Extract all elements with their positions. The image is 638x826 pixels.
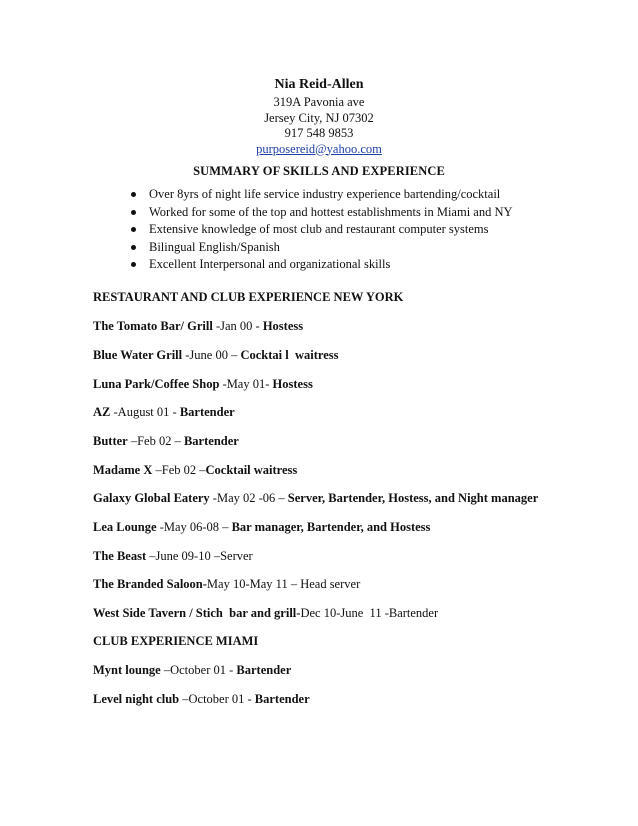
summary-item bbox=[131, 256, 513, 274]
job-role: Bartender bbox=[183, 434, 239, 448]
job-place: Madame X bbox=[93, 463, 153, 477]
job-dates: -August 01 - bbox=[110, 405, 180, 419]
job-role: Hostess bbox=[262, 319, 304, 333]
job-dates: –June 09-10 –Server bbox=[146, 549, 253, 563]
bullet-icon bbox=[131, 210, 136, 215]
job-dates: –October 01 - bbox=[160, 663, 237, 677]
bullet-icon bbox=[131, 262, 136, 267]
job-entry bbox=[93, 376, 313, 392]
job-entry bbox=[93, 433, 239, 449]
job-role: Cocktail waitress bbox=[205, 463, 298, 477]
job-dates: -May 02 -06 – bbox=[209, 491, 288, 505]
contact-header bbox=[0, 76, 638, 157]
job-place: The Beast bbox=[93, 549, 147, 563]
summary-item bbox=[131, 186, 513, 204]
address-line-2: Jersey City, NJ 07302 bbox=[264, 110, 374, 125]
bullet-icon bbox=[131, 192, 136, 197]
summary-item-text: Bilingual English/Spanish bbox=[149, 239, 280, 254]
summary-item bbox=[131, 239, 513, 257]
job-role: Bartender bbox=[179, 405, 235, 419]
summary-item bbox=[131, 221, 513, 239]
bullet-icon bbox=[131, 245, 136, 250]
summary-item bbox=[131, 204, 513, 222]
candidate-name: Nia Reid-Allen bbox=[274, 77, 364, 92]
job-entry bbox=[93, 519, 430, 535]
job-entry bbox=[93, 691, 310, 707]
job-dates: -June 00 – bbox=[182, 348, 241, 362]
miami-experience-heading: CLUB EXPERIENCE MIAMI bbox=[93, 634, 259, 648]
job-entry bbox=[93, 548, 253, 564]
job-dates: –Feb 02 – bbox=[152, 463, 206, 477]
job-place: Galaxy Global Eatery bbox=[93, 491, 210, 505]
address-line-1: 319A Pavonia ave bbox=[273, 95, 365, 109]
job-dates: Dec 10-June 11 -Bartender bbox=[300, 606, 439, 620]
job-role: Bar manager, Bartender, and Hostess bbox=[231, 520, 431, 534]
summary-item-text: Over 8yrs of night life service industry experience bartending/cocktail bbox=[149, 187, 501, 201]
job-role: Bartender bbox=[236, 663, 292, 677]
summary-item-text: Worked for some of the top and hottest establishments in Miami and NY bbox=[149, 204, 513, 219]
phone-number: 917 548 9853 bbox=[284, 126, 354, 140]
job-role: Cocktai l waitress bbox=[240, 348, 339, 362]
job-dates: –October 01 - bbox=[179, 692, 255, 706]
job-entry bbox=[93, 605, 438, 621]
job-role: Hostess bbox=[272, 377, 313, 391]
job-entry bbox=[93, 347, 338, 363]
job-dates: May 10-May 11 – Head server bbox=[206, 577, 361, 591]
job-place: Lea Lounge bbox=[93, 520, 157, 534]
job-place: Butter bbox=[93, 434, 128, 448]
job-place: The Tomato Bar/ Grill bbox=[93, 319, 213, 333]
job-place: Level night club bbox=[93, 692, 180, 706]
job-entry bbox=[93, 490, 538, 506]
job-dates: -May 01- bbox=[219, 377, 273, 391]
job-place: Blue Water Grill bbox=[93, 348, 183, 362]
bullet-icon bbox=[131, 227, 136, 232]
job-role: Bartender bbox=[254, 692, 310, 706]
summary-item-text: Excellent Interpersonal and organizational skills bbox=[149, 257, 391, 271]
job-dates: -Jan 00 - bbox=[212, 319, 263, 333]
job-role: Server, Bartender, Hostess, and Night manager bbox=[287, 491, 539, 505]
summary-heading: SUMMARY OF SKILLS AND EXPERIENCE bbox=[193, 164, 445, 178]
job-entry bbox=[93, 662, 291, 678]
summary-item-text: Extensive knowledge of most club and restaurant computer systems bbox=[149, 222, 489, 236]
summary-list bbox=[131, 186, 513, 274]
job-entry bbox=[93, 404, 235, 420]
job-place: Mynt lounge bbox=[93, 663, 161, 677]
job-place: West Side Tavern / Stich bar and grill- bbox=[93, 606, 301, 620]
job-entry bbox=[93, 576, 360, 592]
job-place: Luna Park/Coffee Shop bbox=[93, 377, 220, 391]
job-place: The Branded Saloon- bbox=[93, 577, 207, 591]
email-link[interactable]: purposereid@yahoo.com bbox=[256, 141, 382, 156]
job-dates: –Feb 02 – bbox=[127, 434, 184, 448]
job-entry bbox=[93, 462, 297, 478]
job-dates: -May 06-08 – bbox=[156, 520, 232, 534]
job-place: AZ bbox=[93, 405, 111, 419]
job-entry bbox=[93, 318, 303, 334]
ny-experience-heading: RESTAURANT AND CLUB EXPERIENCE NEW YORK bbox=[93, 290, 404, 304]
